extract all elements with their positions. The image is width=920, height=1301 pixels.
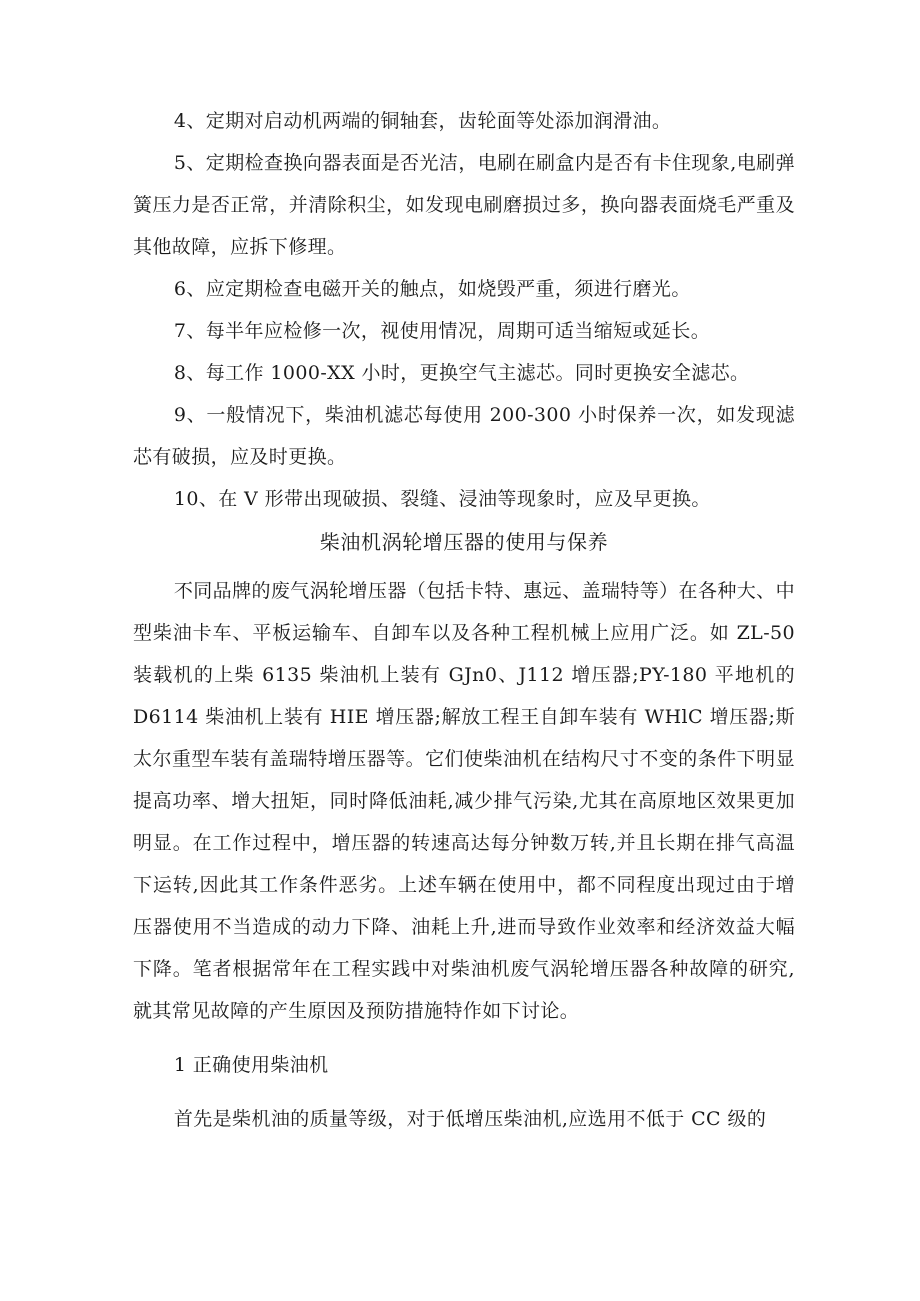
section-title: 柴油机涡轮增压器的使用与保养 [319, 530, 609, 554]
maintenance-item-5: 5、定期检查换向器表面是否光洁，电刷在刷盒内是否有卡住现象,电刷弹簧压力是否正常，并清除积尘，如发现电刷磨损过多，换向器表面烧毛严重及其他故障，应拆下修理。 [133, 152, 795, 258]
subheading: 1 正确使用柴油机 [173, 1054, 329, 1076]
maintenance-item-7: 7、每半年应检修一次，视使用情况，周期可适当缩短或延长。 [173, 320, 711, 342]
body-paragraph: 首先是柴机油的质量等级，对于低增压柴油机,应选用不低于 CC 级的 [173, 1108, 767, 1130]
maintenance-item-9: 9、一般情况下，柴油机滤芯每使用 200-300 小时保养一次，如发现滤芯有破损，应及时更换。 [133, 404, 795, 468]
maintenance-item-10: 10、在 V 形带出现破损、裂缝、浸油等现象时，应及早更换。 [173, 488, 711, 510]
maintenance-item-6: 6、应定期检查电磁开关的触点，如烧毁严重，须进行磨光。 [173, 278, 691, 300]
maintenance-item-4: 4、定期对启动机两端的铜轴套，齿轮面等处添加润滑油。 [173, 110, 672, 132]
document-body [133, 100, 795, 1140]
intro-paragraph: 不同品牌的废气涡轮增压器（包括卡特、惠远、盖瑞特等）在各种大、中型柴油卡车、平板运输车、自卸车以及各种工程机械上应用广泛。如 ZL-50 装载机的上柴 6135 柴油机上装有 GJn0、J112 增压器;PY-180 平地机的 D6114 柴油机上装有 HIE 增压器;解放工程王自卸车装有 WHlC 增压器;斯太尔重型车装有盖瑞特增压器等。它们使柴油机在结构尺寸不变的条件下明显提高功率、增大扭矩，同时降低油耗,减少排气污染,尤其在高原地区效果更加明显。在工作过程中，增压器的转速高达每分钟数万转,并且长期在排气高温下运转,因此其工作条件恶劣。上述车辆在使用中，都不同程度出现过由于增压器使用不当造成的动力下降、油耗上升,进而导致作业效率和经济效益大幅下降。笔者根据常年在工程实践中对柴油机废气涡轮增压器各种故障的研究,就其常见故障的产生原因及预防措施特作如下讨论。 [133, 580, 795, 1022]
maintenance-item-8: 8、每工作 1000-XX 小时，更换空气主滤芯。同时更换安全滤芯。 [173, 362, 750, 384]
